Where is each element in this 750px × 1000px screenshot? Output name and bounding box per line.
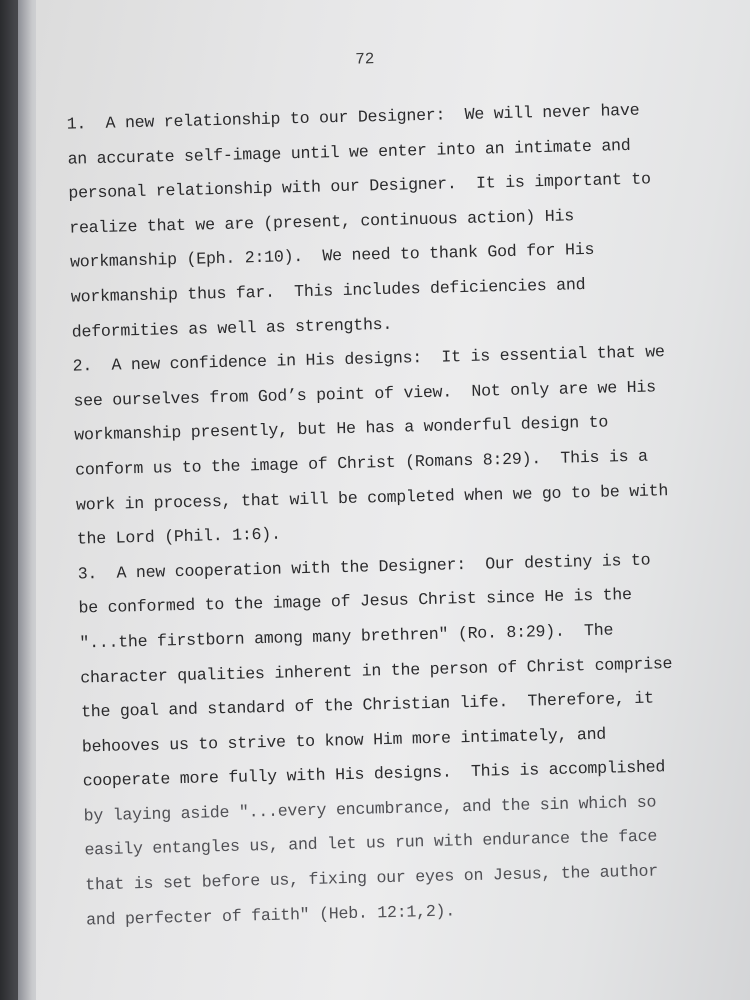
text-line: character qualities inherent in the person of Christ comprise (80, 653, 673, 688)
page-content (36, 0, 750, 1000)
text-line: and perfecter of faith" (Heb. 12:1,2). (85, 901, 456, 930)
text-line: 3. A new cooperation with the Designer: Our destiny is to (77, 550, 651, 584)
text-line: behooves us to strive to know Him more intimately, and (81, 724, 607, 757)
text-line: workmanship presently, but He has a wonderful design to (74, 412, 609, 445)
text-line: that is set before us, fixing our eyes on Jesus, the author (85, 861, 659, 895)
text-line: the Lord (Phil. 1:6). (76, 524, 281, 549)
text-line: by laying aside "...every encumbrance, and the sin which so (83, 792, 657, 826)
text-line: conform us to the image of Christ (Romans 8:29). This is a (74, 446, 649, 480)
text-line: "...the firstborn among many brethren" (Ro. 8:29). The (79, 620, 614, 653)
text-line: work in process, that will be completed when we go to be with (75, 480, 669, 515)
text-line: deformities as well as strengths. (71, 314, 393, 342)
body-text (66, 92, 716, 937)
text-line: the goal and standard of the Christian life. Therefore, it (80, 688, 654, 722)
text-line: workmanship (Eph. 2:10). We need to thank God for His (69, 240, 595, 273)
text-line: 1. A new relationship to our Designer: We will never have (66, 100, 640, 134)
text-line: workmanship thus far. This includes deficiencies and (70, 275, 586, 307)
text-line: an accurate self-image until we enter into an intimate and (67, 135, 631, 169)
text-line: personal relationship with our Designer. It is important to (68, 169, 651, 203)
text-line: cooperate more fully with His designs. This is accomplished (82, 757, 666, 791)
text-line: 2. A new confidence in His designs: It is essential that we (72, 342, 665, 376)
document-page (36, 0, 750, 1000)
text-line: easily entangles us, and let us run with endurance the face (84, 826, 658, 860)
text-line: realize that we are (present, continuous action) His (69, 206, 575, 238)
page-number: 72 (355, 50, 375, 69)
text-line: see ourselves from God’s point of view. Not only are we His (73, 377, 657, 411)
text-line: be conformed to the image of Jesus Christ since He is the (78, 585, 632, 618)
